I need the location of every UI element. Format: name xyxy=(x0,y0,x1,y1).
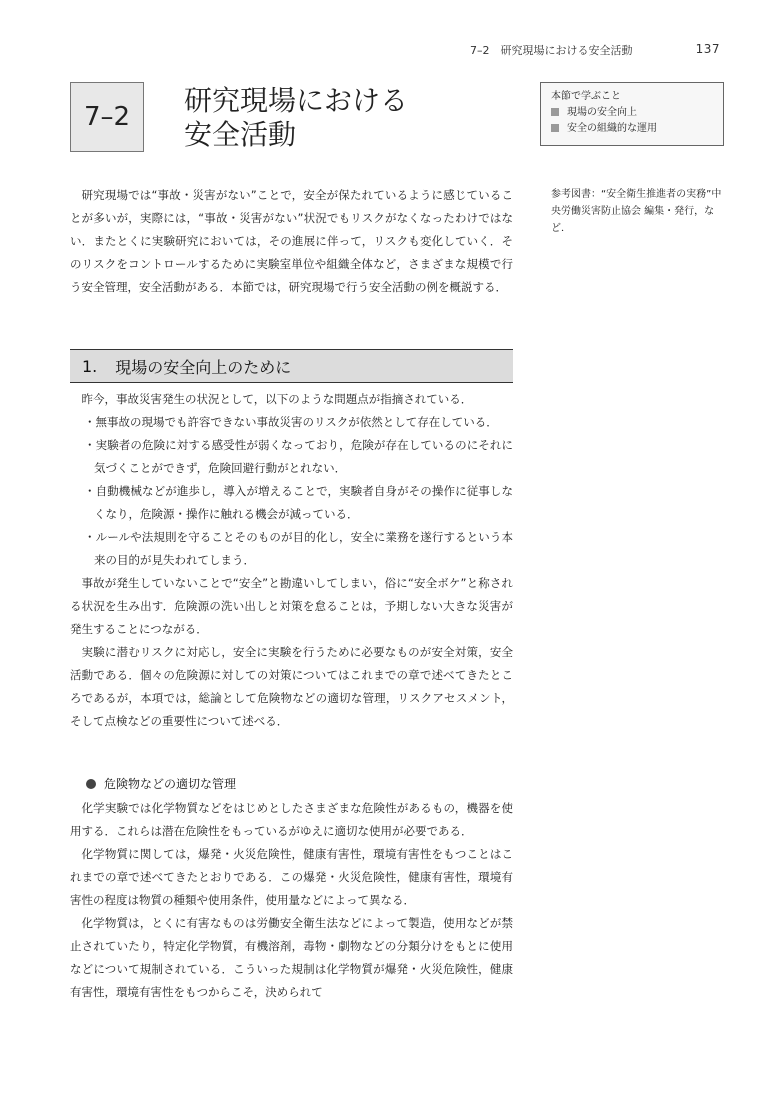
heading-2-text: 危険物などの適切な管理 xyxy=(104,777,237,791)
problem-list-item: ・自動機械などが進歩し，導入が増えることで，実験者自身がその操作に従事しなくなり，危険源・操作に触れる機会が減っている． xyxy=(84,484,513,521)
learning-objectives-box xyxy=(540,82,724,146)
problem-list-item: ・無事故の現場でも許容できない事故災害のリスクが依然として存在している． xyxy=(84,415,498,429)
section-title xyxy=(184,84,514,152)
problem-list xyxy=(70,411,513,572)
anzen-boke-paragraph: 事故が発生していないことで“安全”と勘違いしてしまい，俗に“安全ボケ”と称される状況を生み出す．危険源の洗い出しと対策を怠ることは，予期しない大きな災害が発生することにつながる． xyxy=(70,576,513,636)
section-number: 7–2 xyxy=(83,102,131,132)
chemical-paragraph-1: 化学実験では化学物質などをはじめとしたさまざまな危険性があるもの，機器を使用する．これらは潜在危険性をもっているがゆえに適切な使用が必要である． xyxy=(70,801,513,838)
square-bullet-icon xyxy=(551,124,559,132)
section-number-box xyxy=(70,82,144,152)
problem-list-item: ・ルールや法規則を守ることそのものが目的化し，安全に業務を遂行するという本来の目的が見失われてしまう． xyxy=(84,530,513,567)
square-bullet-icon xyxy=(551,108,559,116)
heading-2 xyxy=(86,775,236,792)
hazard-management-body xyxy=(70,797,513,1004)
running-header-section: 7–2 研究現場における安全活動 xyxy=(470,44,633,57)
chemical-paragraph-3: 化学物質は，とくに有害なものは労働安全衛生法などによって製造，使用などが禁止されていたり，特定化学物質，有機溶剤，毒物・劇物などの分類分けをもとに使用などについて規制されている．こういった規制は化学物質が爆発・火災危険性，健康有害性，環境有害性をもつからこそ，決められて xyxy=(70,916,513,999)
chemical-paragraph-2: 化学物質に関しては，爆発・火災危険性，健康有害性，環境有害性をもつことはこれまでの章で述べてきたとおりである．この爆発・火災危険性，健康有害性，環境有害性の程度は物質の種類や使用条件，使用量などによって異なる． xyxy=(70,847,513,907)
heading-1-text: 現場の安全向上のために xyxy=(115,357,292,377)
section-title-line2: 安全活動 xyxy=(184,118,297,151)
problems-intro-paragraph: 昨今，事故災害発生の状況として，以下のような問題点が指摘されている． xyxy=(81,392,473,406)
intro-text xyxy=(70,184,513,299)
objective-item-text: 安全の組織的な運用 xyxy=(567,123,657,134)
intro-paragraph: 研究現場では“事故・災害がない”ことで，安全が保たれているように感じていることが多いが，実際には，“事故・災害がない”状況でもリスクがなくなったわけではない．またとくに実験研究においては，その進展に伴って，リスクも変化していく．そのリスクをコントロールするために実験室単位や組織全体など，さまざまな規模で行う安全管理，安全活動がある．本節では，研究現場で行う安全活動の例を概説する． xyxy=(70,188,513,294)
reference-sidenote: 参考図書：“安全衛生推進者の実務”中央労働災害防止協会 編集・発行，など． xyxy=(551,189,722,234)
heading-1-number: 1. xyxy=(82,356,98,376)
running-header xyxy=(470,42,720,58)
section-1-body xyxy=(70,388,513,733)
section-title-line1: 研究現場における xyxy=(184,84,409,117)
objective-item-text: 現場の安全向上 xyxy=(567,107,637,118)
page-number: 137 xyxy=(695,42,720,56)
bullet-dot-icon xyxy=(86,779,96,789)
risk-measures-paragraph: 実験に潜むリスクに対応し，安全に実験を行うために必要なものが安全対策，安全活動である．個々の危険源に対しての対策についてはこれまでの章で述べてきたところであるが，本項では，総論として危険物などの適切な管理，リスクアセスメント，そして点検などの重要性について述べる． xyxy=(70,645,513,728)
objective-item xyxy=(551,105,713,121)
heading-1-bar xyxy=(70,349,513,383)
objectives-heading: 本節で学ぶこと xyxy=(551,91,621,102)
objective-item xyxy=(551,121,713,137)
problem-list-item: ・実験者の危険に対する感受性が弱くなっており，危険が存在しているのにそれに気づくことができず，危険回避行動がとれない． xyxy=(84,438,513,475)
